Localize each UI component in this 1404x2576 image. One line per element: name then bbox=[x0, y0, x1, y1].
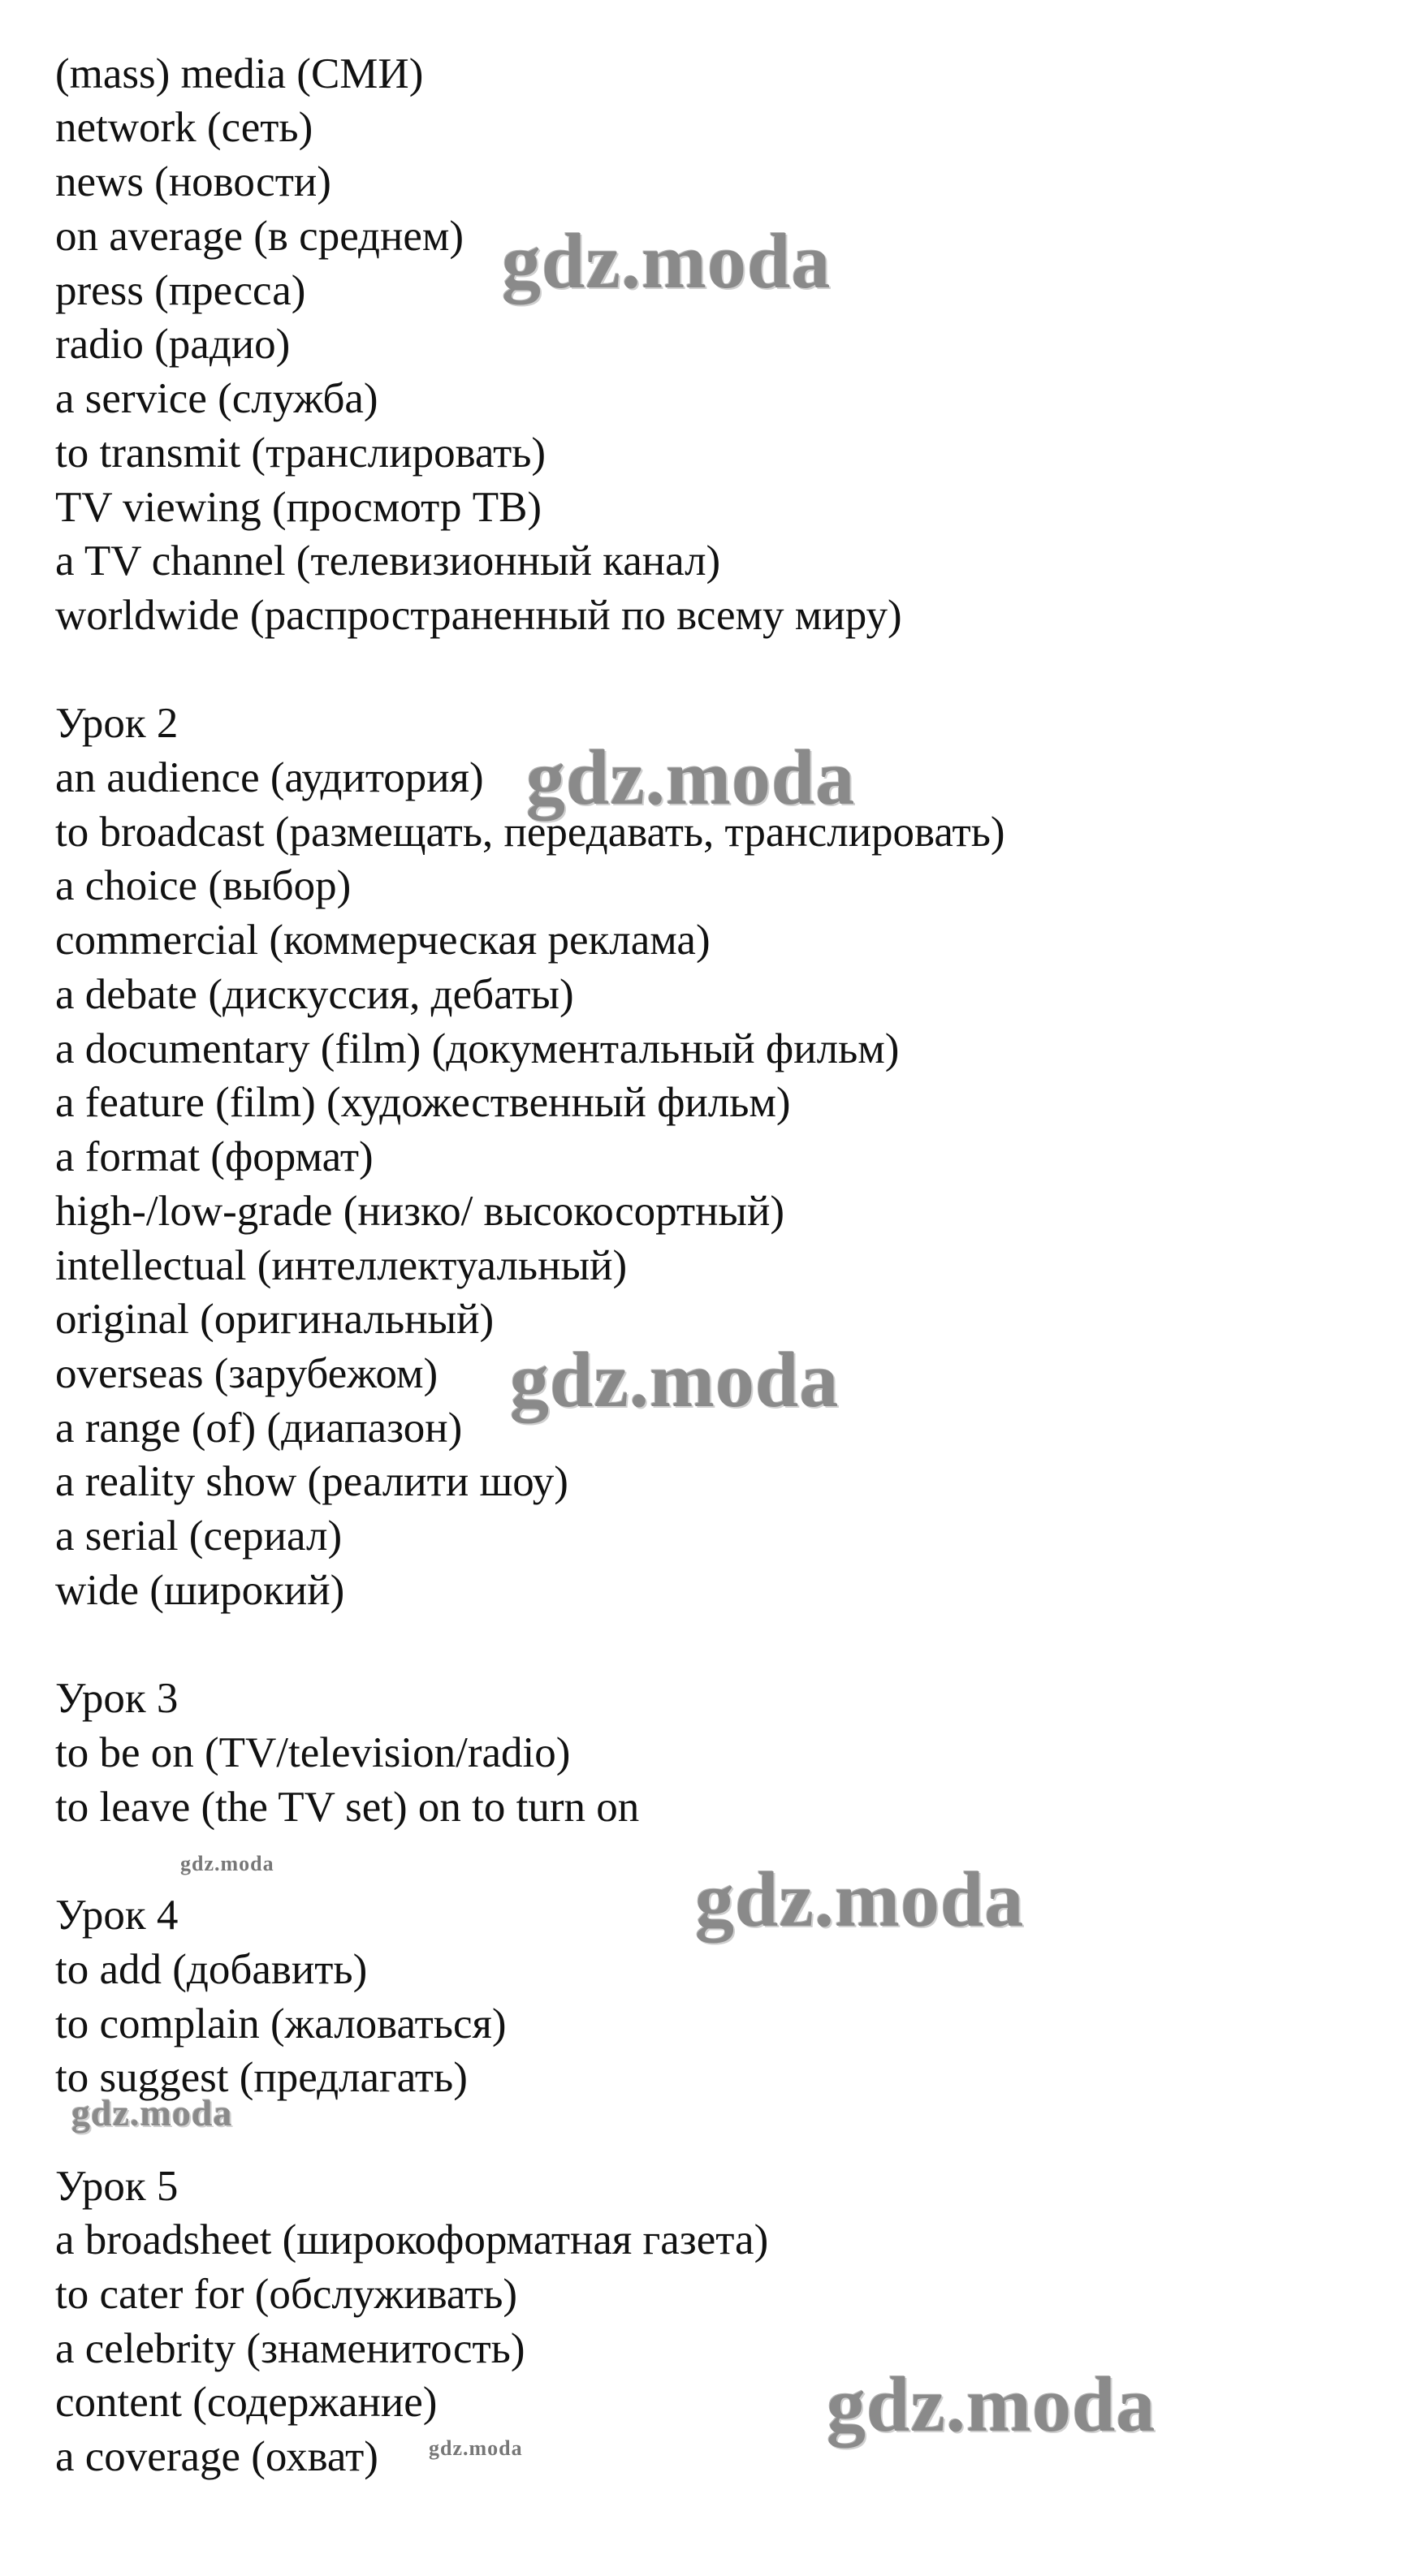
vocab-line: overseas (зарубежом) bbox=[55, 1350, 438, 1397]
lesson-heading: Урок 5 bbox=[55, 2163, 179, 2210]
vocab-line: network (сеть) bbox=[55, 104, 313, 151]
vocab-line: a documentary (film) (документальный фильм) bbox=[55, 1025, 900, 1072]
vocab-line: intellectual (интеллектуальный) bbox=[55, 1242, 628, 1289]
vocab-line: a range (of) (диапазон) bbox=[55, 1405, 463, 1452]
watermark: gdz.moda bbox=[502, 218, 832, 304]
vocab-line: press (пресса) bbox=[55, 267, 306, 314]
vocab-line: a broadsheet (широкоформатная газета) bbox=[55, 2216, 769, 2263]
watermark: gdz.moda bbox=[526, 734, 856, 821]
vocab-line: radio (радио) bbox=[55, 321, 291, 368]
lesson-heading: Урок 4 bbox=[55, 1892, 179, 1939]
vocab-line: high-/low-grade (низко/ высокосортный) bbox=[55, 1188, 785, 1235]
vocab-line: (mass) media (СМИ) bbox=[55, 50, 424, 97]
vocab-line: original (оригинальный) bbox=[55, 1296, 495, 1343]
vocab-line: to suggest (предлагать) bbox=[55, 2054, 468, 2101]
vocab-line: to cater for (обслуживать) bbox=[55, 2271, 518, 2318]
watermark: gdz.moda bbox=[695, 1856, 1025, 1943]
vocab-line: to leave (the TV set) on to turn on bbox=[55, 1784, 640, 1831]
vocab-line: on average (в среднем) bbox=[55, 213, 464, 260]
vocab-line: wide (широкий) bbox=[55, 1567, 345, 1614]
vocab-line: to broadcast (размещать, передавать, транслировать) bbox=[55, 809, 1005, 856]
watermark: gdz.moda bbox=[827, 2361, 1156, 2448]
vocab-line: a TV channel (телевизионный канал) bbox=[55, 537, 721, 585]
vocab-line: to add (добавить) bbox=[55, 1946, 368, 1993]
vocab-line: to complain (жаловаться) bbox=[55, 2000, 507, 2047]
vocab-line: a debate (дискуссия, дебаты) bbox=[55, 971, 574, 1018]
watermark: gdz.moda bbox=[429, 2436, 523, 2460]
vocab-line: to be on (TV/television/radio) bbox=[55, 1729, 571, 1776]
vocab-line: a coverage (охват) bbox=[55, 2433, 378, 2480]
vocab-line: content (содержание) bbox=[55, 2379, 438, 2426]
watermark: gdz.moda bbox=[510, 1336, 840, 1423]
vocab-line: a celebrity (знаменитость) bbox=[55, 2325, 525, 2372]
vocab-line: a choice (выбор) bbox=[55, 862, 352, 909]
vocab-line: an audience (аудитория) bbox=[55, 754, 484, 801]
vocab-line: a reality show (реалити шоу) bbox=[55, 1458, 568, 1505]
vocab-line: worldwide (распространенный по всему миру) bbox=[55, 592, 902, 639]
vocab-line: commercial (коммерческая реклама) bbox=[55, 917, 711, 964]
watermark: gdz.moda bbox=[71, 2092, 233, 2134]
watermark: gdz.moda bbox=[180, 1852, 274, 1875]
lesson-heading: Урок 3 bbox=[55, 1675, 179, 1722]
vocab-line: to transmit (транслировать) bbox=[55, 429, 546, 477]
vocab-line: news (новости) bbox=[55, 158, 331, 205]
vocab-line: TV viewing (просмотр ТВ) bbox=[55, 484, 542, 531]
vocab-line: a format (формат) bbox=[55, 1133, 374, 1180]
lesson-heading: Урок 2 bbox=[55, 700, 179, 747]
vocab-line: a feature (film) (художественный фильм) bbox=[55, 1079, 791, 1126]
vocab-line: a serial (сериал) bbox=[55, 1512, 343, 1560]
vocab-line: a service (служба) bbox=[55, 375, 378, 422]
